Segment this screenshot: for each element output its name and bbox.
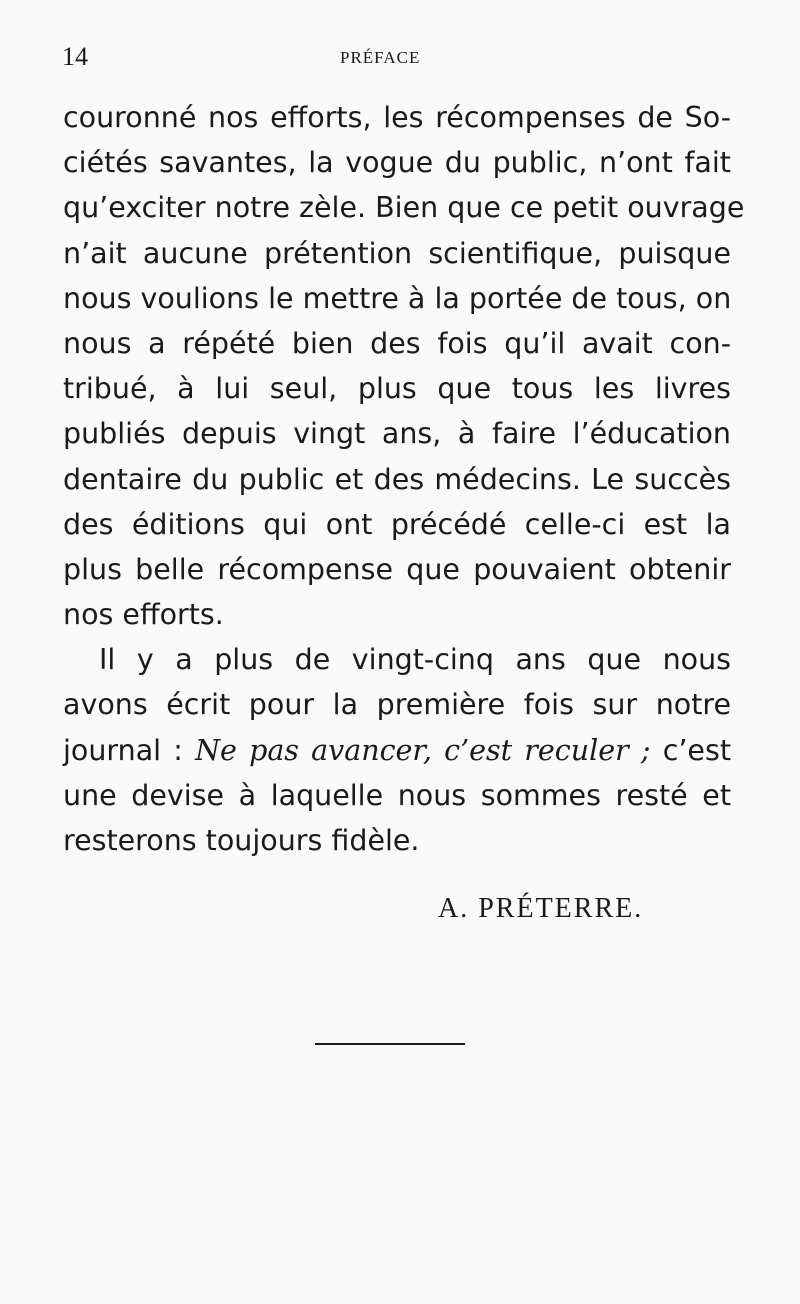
text-line: plus belle récompense que pouvaient obtenir [63, 552, 731, 586]
text-line: publiés depuis vingt ans, à faire l’éducation [63, 417, 731, 451]
italic-motto: Ne pas avancer, c’est reculer ; [195, 733, 651, 767]
text-line: des éditions qui ont précédé celle-ci est la [63, 507, 731, 541]
text-line: couronné nos efforts, les récompenses de So- [63, 101, 731, 134]
signature: A. PRÉTERRE. [438, 893, 644, 924]
text-line: Il y a plus de vingt-cinq ans que nous [99, 643, 731, 677]
paragraph-1 [63, 95, 745, 637]
end-rule [315, 1043, 465, 1045]
page-number: 14 [62, 42, 88, 71]
running-head: PRÉFACE [340, 48, 421, 67]
text-line: nos efforts. [63, 598, 224, 632]
text-line: une devise à laquelle nous sommes resté et [63, 778, 731, 812]
text-line: dentaire du public et des médecins. Le succès [63, 462, 731, 496]
text-segment: journal : [63, 733, 196, 767]
text-line: resterons toujours fidèle. [63, 824, 420, 857]
text-line: n’ait aucune prétention scientifique, puisque [63, 236, 731, 270]
text-line: ciétés savantes, la vogue du public, n’ont fait [63, 146, 731, 180]
text-line: avons écrit pour la première fois sur notre [63, 688, 731, 722]
text-line: nous a répété bien des fois qu’il avait con- [63, 326, 731, 360]
body-text [63, 95, 745, 863]
text-line: qu’exciter notre zèle. Bien que ce petit ouvrage [63, 191, 745, 225]
paragraph-2 [63, 637, 731, 863]
page-header [62, 42, 732, 78]
text-line [63, 728, 731, 773]
text-line: tribué, à lui seul, plus que tous les livres [63, 372, 731, 406]
text-line: nous voulions le mettre à la portée de tous, on [63, 281, 732, 315]
text-segment: c’est [650, 733, 731, 767]
